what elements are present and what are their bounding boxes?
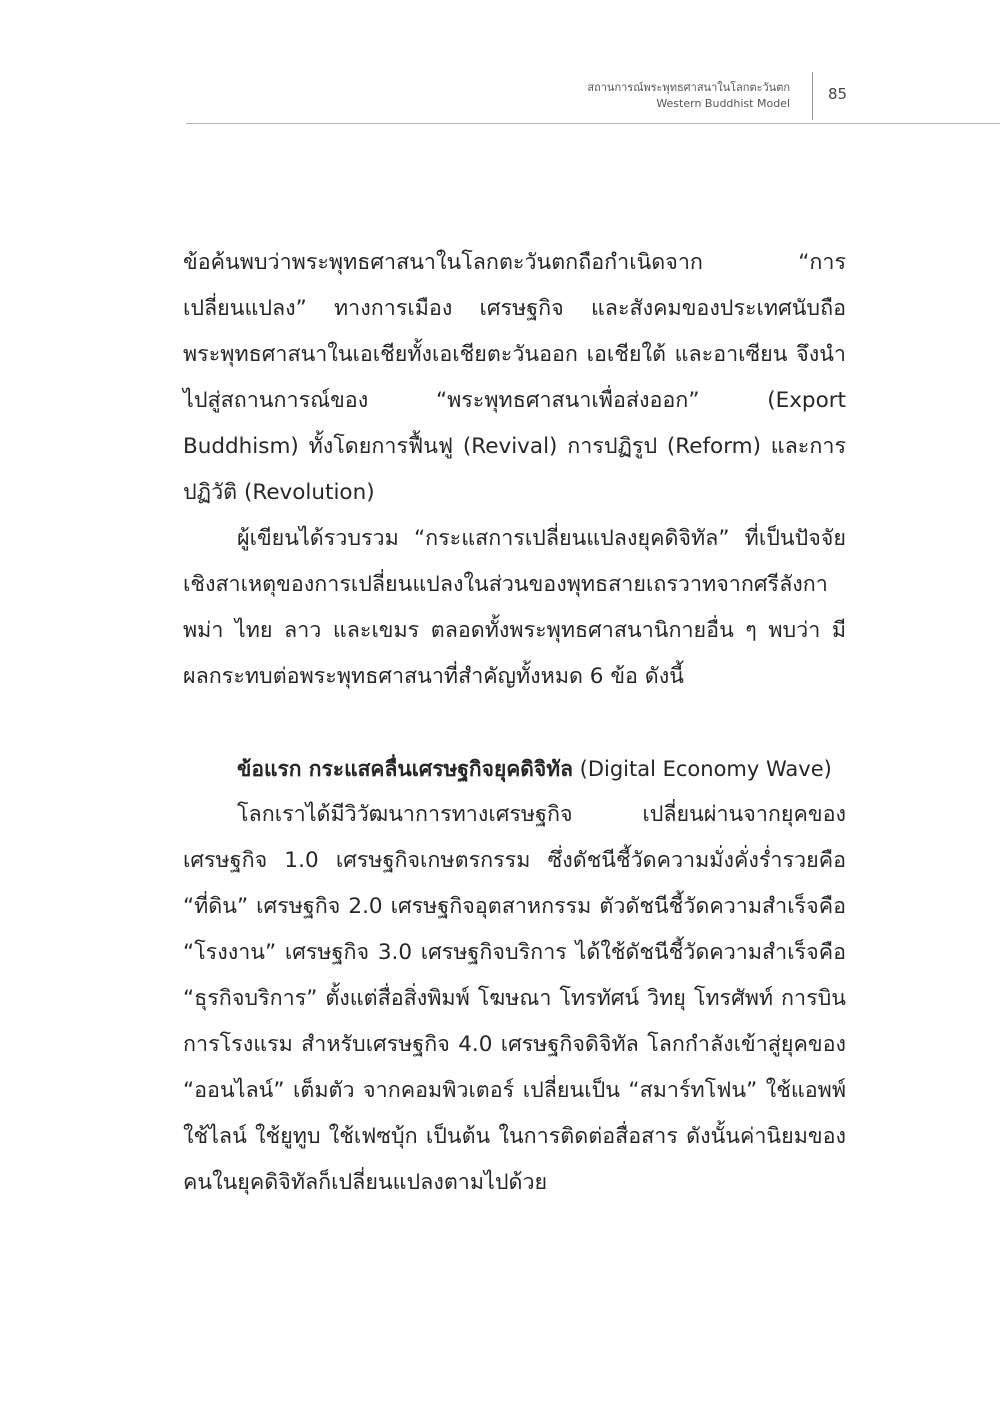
header-thai-title: สถานการณ์พระพุทธศาสนาในโลกตะวันตก: [587, 81, 790, 94]
body-text: [183, 240, 846, 1206]
paragraph-digital-economy: โลกเราได้มีวิวัฒนาการทางเศรษฐกิจ เปลี่ยนผ่านจากยุคของเศรษฐกิจ 1.0 เศรษฐกิจเกษตรกรรม ซึ่งดัชนีชี้วัดความมั่งคั่งร่ำรวยคือ “ที่ดิน” เศรษฐกิจ 2.0 เศรษฐกิจอุตสาหกรรม ตัวดัชนีชี้วัดความสำเร็จคือ “โรงงาน” เศรษฐกิจ 3.0 เศรษฐกิจบริการ ได้ใช้ดัชนีชี้วัดความสำเร็จคือ “ธุรกิจบริการ” ตั้งแต่สื่อสิ่งพิมพ์ โฆษณา โทรทัศน์ วิทยุ โทรศัพท์ การบิน การโรงแรม สำหรับเศรษฐกิจ 4.0 เศรษฐกิจดิจิทัล โลกกำลังเข้าสู่ยุคของ “ออนไลน์” เต็มตัว จากคอมพิวเตอร์ เปลี่ยนเป็น “สมาร์ทโฟน” ใช้แอพพ์ ใช้ไลน์ ใช้ยูทูบ ใช้เฟซบุ้ก เป็นต้น ในการติดต่อสื่อสาร ดังนั้นค่านิยมของคนในยุคดิจิทัลก็เปลี่ยนแปลงตามไปด้วย: [183, 802, 846, 1195]
page-number: 85: [828, 85, 848, 103]
header-rule: [186, 123, 1000, 124]
running-header: [0, 70, 1000, 130]
paragraph-causes: ผู้เขียนได้รวบรวม “กระแสการเปลี่ยนแปลงยุคดิจิทัล” ที่เป็นปัจจัยเชิงสาเหตุของการเปลี่ยนแปลงในส่วนของพุทธสายเถรวาทจากศรีลังกา พม่า ไทย ลาว และเขมร ตลอดทั้งพระพุทธศาสนานิกายอื่น ๆ พบว่า มีผลกระทบต่อพระพุทธศาสนาที่สำคัญทั้งหมด 6 ข้อ ดังนี้: [183, 526, 846, 689]
header-english-title: Western Buddhist Model: [656, 97, 790, 110]
paragraph-intro: ข้อค้นพบว่าพระพุทธศาสนาในโลกตะวันตกถือกำเนิดจาก “การเปลี่ยนแปลง” ทางการเมือง เศรษฐกิจ และสังคมของประเทศนับถือพระพุทธศาสนาในเอเชียทั้งเอเชียตะวันออก เอเชียใต้ และอาเซียน จึงนำไปสู่สถานการณ์ของ “พระพุทธศาสนาเพื่อส่งออก” (Export Buddhism) ทั้งโดยการฟื้นฟู (Revival) การปฏิรูป (Reform) และการปฏิวัติ (Revolution): [183, 250, 846, 505]
section-heading: [183, 746, 846, 792]
section-heading-thai: ข้อแรก กระแสคลื่นเศรษฐกิจยุคดิจิทัล: [237, 757, 573, 781]
header-titles: [587, 80, 790, 112]
header-vertical-divider: [812, 72, 813, 120]
section-heading-english: (Digital Economy Wave): [572, 757, 832, 781]
